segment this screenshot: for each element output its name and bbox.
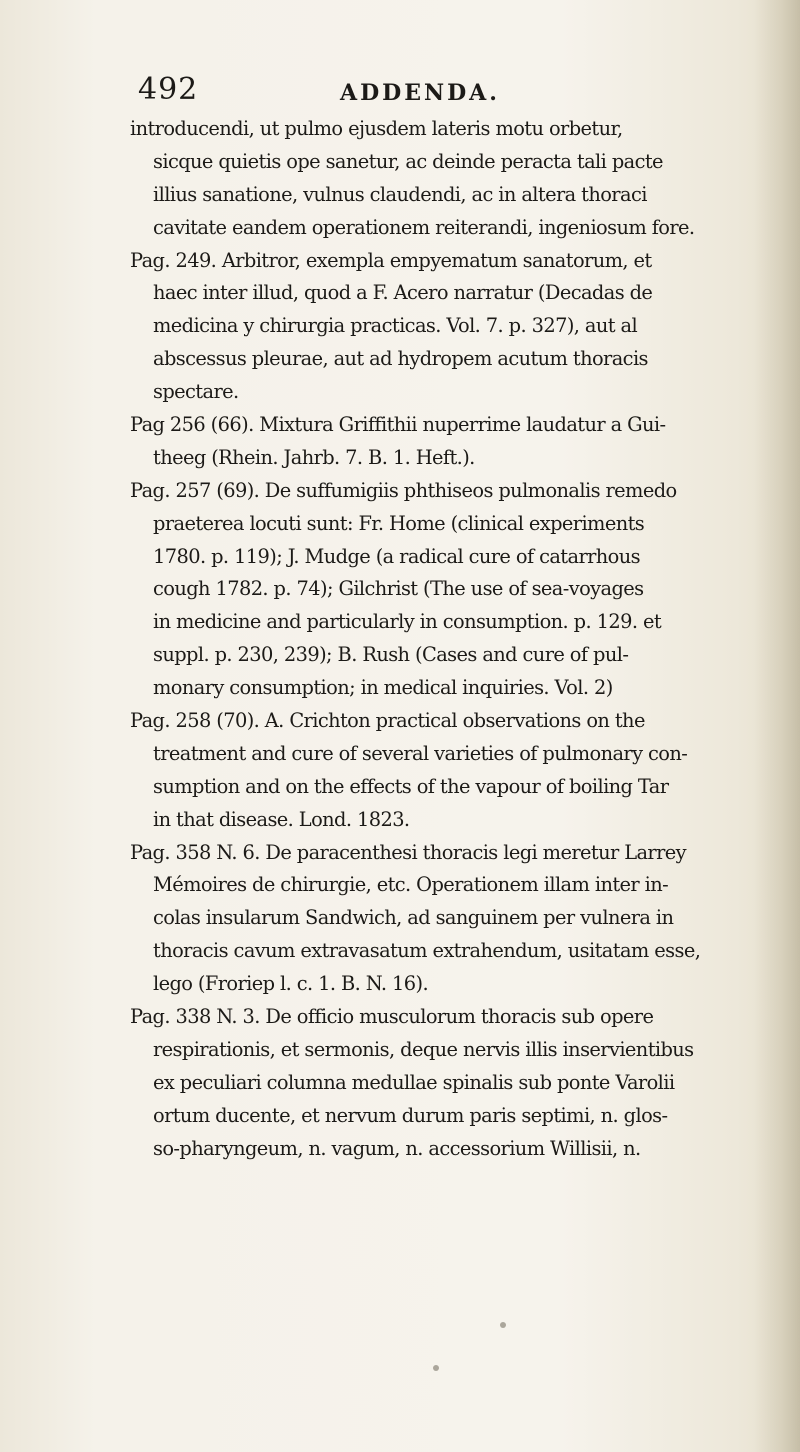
page-edge-shadow — [754, 0, 800, 1452]
text-line: suppl. p. 230, 239); B. Rush (Cases and cure of pul- — [153, 643, 629, 667]
text-line: Pag 256 (66). Mixtura Griffithii nuperrime laudatur a Gui- — [130, 413, 666, 437]
page-header — [120, 72, 720, 112]
text-line: in medicine and particularly in consumption. p. 129. et — [153, 610, 662, 634]
text-line: spectare. — [153, 380, 239, 404]
text-line: abscessus pleurae, aut ad hydropem acutum thoracis — [153, 347, 648, 371]
text-line: praeterea locuti sunt: Fr. Home (clinical experiments — [153, 511, 645, 535]
text-line: sicque quietis ope sanetur, ac deinde peracta tali pacte — [153, 149, 663, 173]
text-line: respirationis, et sermonis, deque nervis illis inservientibus — [153, 1037, 694, 1061]
text-line: haec inter illud, quod a F. Acero narratur (Decadas de — [153, 281, 653, 305]
text-line: medicina y chirurgia practicas. Vol. 7. p. 327), aut al — [153, 314, 638, 338]
body-text — [130, 113, 750, 1166]
text-line: Pag. 358 N. 6. De paracenthesi thoracis legi meretur Larrey — [130, 840, 686, 864]
text-line: sumption and on the effects of the vapour of boiling Tar — [153, 774, 669, 798]
text-line: cavitate eandem operationem reiterandi, ingeniosum fore. — [153, 215, 695, 239]
text-line: Pag. 257 (69). De suffumigiis phthiseos pulmonalis remedo — [130, 478, 677, 502]
text-line: Pag. 338 N. 3. De officio musculorum thoracis sub opere — [130, 1005, 654, 1029]
page-number: 492 — [138, 72, 199, 107]
ink-speck — [433, 1365, 439, 1371]
text-line: colas insularum Sandwich, ad sanguinem per vulnera in — [153, 906, 674, 930]
text-line: 1780. p. 119); J. Mudge (a radical cure of catarrhous — [153, 544, 640, 568]
text-line: ortum ducente, et nervum durum paris septimi, n. glos- — [153, 1103, 668, 1127]
text-line: lego (Froriep l. c. 1. B. N. 16). — [153, 972, 429, 996]
text-line: Pag. 249. Arbitror, exempla empyematum sanatorum, et — [130, 248, 652, 272]
text-line: Pag. 258 (70). A. Crichton practical observations on the — [130, 709, 645, 733]
text-line: Mémoires de chirurgie, etc. Operationem illam inter in- — [153, 873, 669, 897]
text-line: in that disease. Lond. 1823. — [153, 807, 410, 831]
text-line: ex peculiari columna medullae spinalis sub ponte Varolii — [153, 1070, 675, 1094]
text-line: so-pharyngeum, n. vagum, n. accessorium Willisii, n. — [153, 1136, 641, 1160]
text-line: introducendi, ut pulmo ejusdem lateris motu orbetur, — [130, 117, 623, 140]
running-head: ADDENDA. — [340, 80, 500, 106]
text-line: thoracis cavum extravasatum extrahendum, usitatam esse, — [153, 939, 701, 963]
text-line: illius sanatione, vulnus claudendi, ac in altera thoraci — [153, 182, 647, 206]
text-line: theeg (Rhein. Jahrb. 7. B. 1. Heft.). — [153, 445, 475, 469]
text-line: cough 1782. p. 74); Gilchrist (The use of sea-voyages — [153, 577, 644, 601]
text-line: treatment and cure of several varieties of pulmonary con- — [153, 741, 688, 765]
ink-speck — [500, 1322, 506, 1328]
text-line: monary consumption; in medical inquiries. Vol. 2) — [153, 676, 613, 700]
